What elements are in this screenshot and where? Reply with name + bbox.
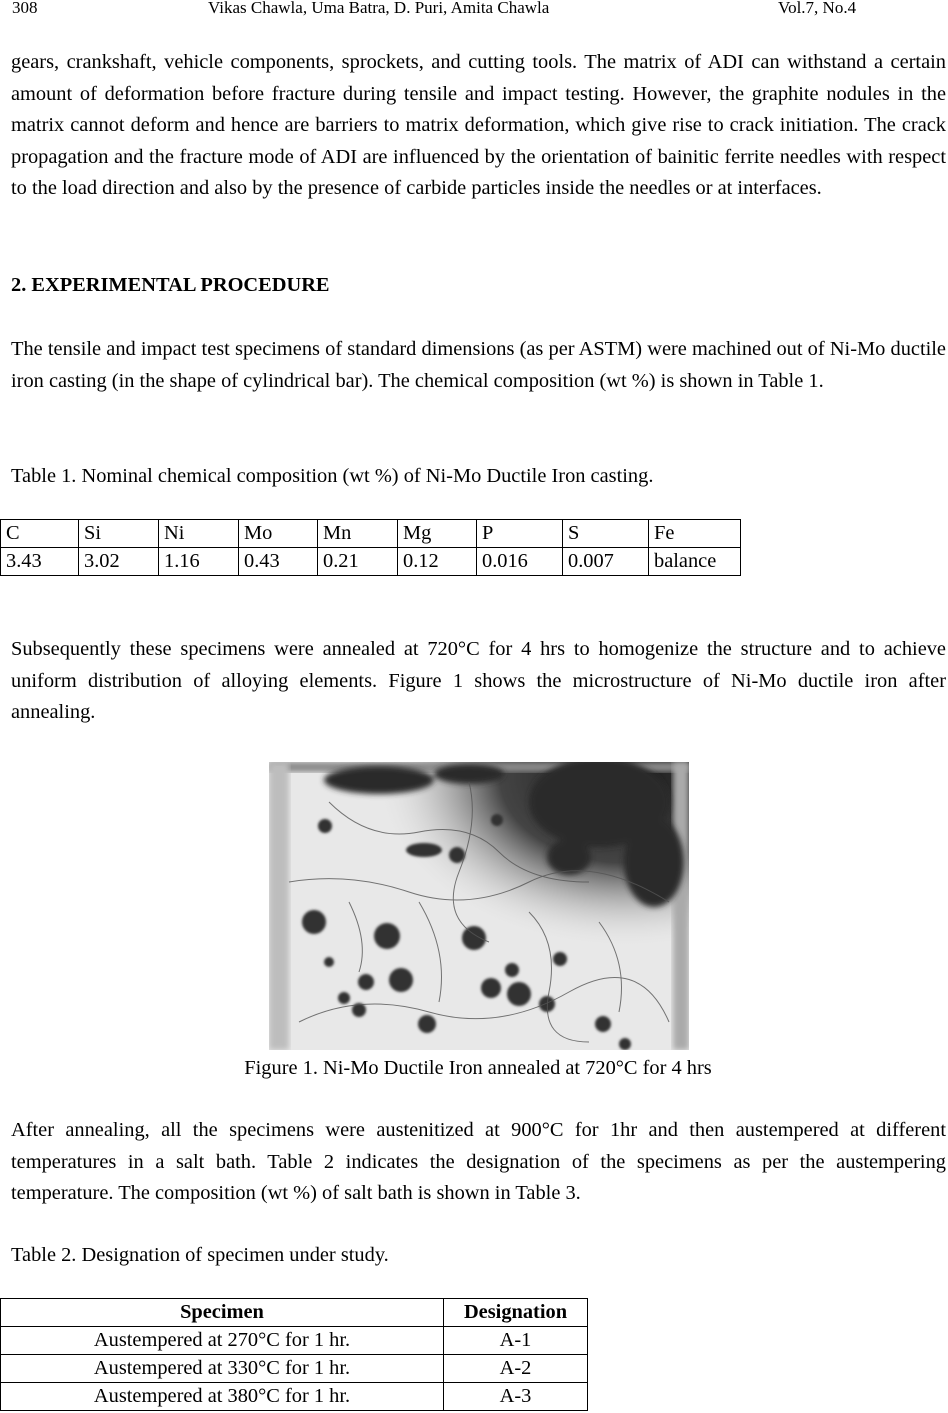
table1-header-cell: P [477,520,563,548]
table2-cell-designation: A-3 [444,1383,588,1411]
table1-value-cell: 0.007 [563,548,649,576]
table1-value-cell: 1.16 [159,548,239,576]
micrograph-image [269,762,689,1050]
table2-row [1,1327,588,1355]
table2-designation [0,1298,588,1411]
table1-value-cell: 3.43 [1,548,79,576]
paragraph-intro: gears, crankshaft, vehicle components, sprockets, and cutting tools. The matrix of ADI can withstand a certain amount of deformation before fracture during tensile and impact testing. However, the graphite nodules in the matrix cannot deform and hence are barriers to matrix deformation, which give rise to crack initiation. The crack propagation and the fracture mode of ADI are influenced by the orientation of bainitic ferrite needles with respect to the load direction and also by the presence of carbide particles inside the needles or at interfaces. [11,51,946,199]
table2-caption: Table 2. Designation of specimen under study. [11,1244,389,1266]
header-authors: Vikas Chawla, Uma Batra, D. Puri, Amita Chawla [208,0,550,17]
table1-header-cell: Fe [649,520,741,548]
table2-header-cell: Specimen [1,1299,444,1327]
paragraph-procedure: The tensile and impact test specimens of standard dimensions (as per ASTM) were machined out of Ni-Mo ductile iron casting (in the shape of cylindrical bar). The chemical composition (wt %) is shown in Table 1. [11,338,946,392]
table1-header-cell: Si [79,520,159,548]
section-heading: 2. EXPERIMENTAL PROCEDURE [11,274,330,296]
table2-cell-specimen: Austempered at 380°C for 1 hr. [1,1383,444,1411]
table1-header-cell: Ni [159,520,239,548]
table1-header-cell: Mn [318,520,398,548]
table1-composition [0,519,741,576]
figure1-caption: Figure 1. Ni-Mo Ductile Iron annealed at 720°C for 4 hrs [244,1057,712,1079]
page-number: 308 [12,0,38,17]
table2-row [1,1355,588,1383]
table1-value-cell: balance [649,548,741,576]
table2-header-cell: Designation [444,1299,588,1327]
header-volume: Vol.7, No.4 [778,0,857,17]
paragraph-austempering: After annealing, all the specimens were austenitized at 900°C for 1hr and then austempered at different temperatures in a salt bath. Table 2 indicates the designation of the specimens as per the austempering temperature. The composition (wt %) of salt bath is shown in Table 3. [11,1119,946,1204]
table1-header-cell: Mg [398,520,477,548]
table1-header-cell: C [1,520,79,548]
table1-header-cell: Mo [239,520,318,548]
table1-value-cell: 0.21 [318,548,398,576]
table1-value-cell: 3.02 [79,548,159,576]
figure1-micrograph [269,762,689,1050]
table2-cell-designation: A-1 [444,1327,588,1355]
table2-row [1,1383,588,1411]
table2-cell-designation: A-2 [444,1355,588,1383]
running-header [12,0,892,24]
table2-cell-specimen: Austempered at 270°C for 1 hr. [1,1327,444,1355]
table1-header-row [1,520,741,548]
table2-cell-specimen: Austempered at 330°C for 1 hr. [1,1355,444,1383]
table2-header-row [1,1299,588,1327]
table1-value-cell: 0.43 [239,548,318,576]
table1-value-cell: 0.12 [398,548,477,576]
table1-value-row [1,548,741,576]
paragraph-annealing: Subsequently these specimens were annealed at 720°C for 4 hrs to homogenize the structure and to achieve uniform distribution of alloying elements. Figure 1 shows the microstructure of Ni-Mo ductile iron after annealing. [11,638,946,723]
table1-header-cell: S [563,520,649,548]
table1-value-cell: 0.016 [477,548,563,576]
table1-caption: Table 1. Nominal chemical composition (wt %) of Ni-Mo Ductile Iron casting. [11,465,654,487]
